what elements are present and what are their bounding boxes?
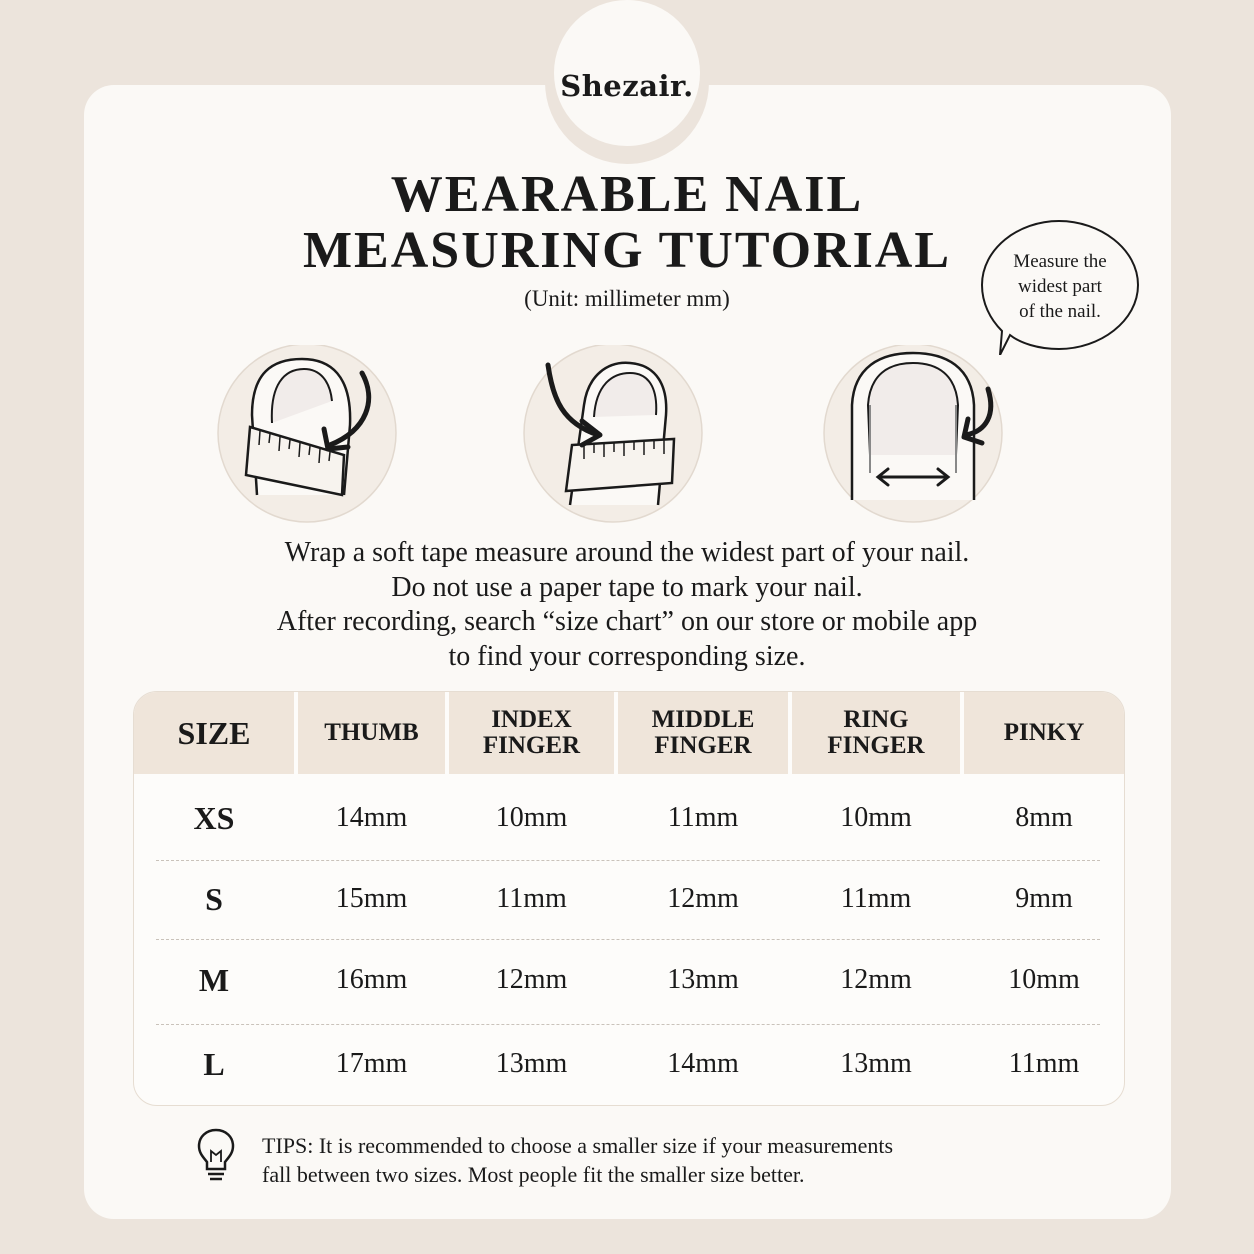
title-line-2: MEASURING TUTORIAL [302,222,952,279]
value-cell: 11mm [667,802,739,833]
value-cell: 14mm [667,1048,739,1079]
header-middle: MIDDLE FINGER [618,692,788,774]
nail-width-illustration [818,345,1008,525]
value-cell: 11mm [496,883,567,914]
table-header [134,692,1124,774]
value-cell: 10mm [840,802,912,833]
value-cell: 11mm [1008,1048,1080,1079]
brand-logo: Shezair. [560,69,694,103]
header-index: INDEX FINGER [449,692,614,774]
title-line-1: WEARABLE NAIL [390,166,864,223]
bubble-line: Measure the [1013,251,1107,272]
value-cell: 9mm [1015,883,1073,914]
finger-tape-illustration [518,345,708,525]
value-cell: 10mm [1008,964,1080,995]
bubble-text [990,249,1130,324]
header-size: SIZE [134,692,294,774]
value-cell: 10mm [495,802,568,833]
table-row [134,1024,1124,1104]
lightbulb-icon [196,1127,236,1185]
thumb-tape-illustration [212,345,402,525]
value-cell: 15mm [335,883,408,914]
size-cell: XS [193,799,235,836]
value-cell: 13mm [840,1048,912,1079]
header-thumb: THUMB [298,692,445,774]
bubble-line: widest part [1018,276,1102,297]
logo-inner [554,0,700,146]
value-cell: 11mm [840,883,912,914]
value-cell: 13mm [667,964,739,995]
size-chart-table [133,691,1125,1106]
size-cell: S [205,880,223,917]
value-cell: 13mm [495,1048,568,1079]
table-row [134,859,1124,939]
table-row [134,778,1124,858]
tips-text [262,1131,893,1189]
value-cell: 8mm [1015,802,1073,833]
instruction-line: Do not use a paper tape to mark your nail. [391,571,863,603]
tips-line: TIPS: It is recommended to choose a smaller size if your measurements [262,1133,894,1158]
value-cell: 12mm [667,883,739,914]
value-cell: 12mm [840,964,912,995]
instruction-line: to find your corresponding size. [448,640,806,672]
value-cell: 14mm [335,802,408,833]
header-ring: RING FINGER [792,692,960,774]
instruction-line: After recording, search “size chart” on our store or mobile app [276,606,978,637]
value-cell: 12mm [495,964,568,995]
instruction-line: Wrap a soft tape measure around the widest part of your nail. [284,537,970,568]
size-cell: M [198,961,230,998]
tips-line: fall between two sizes. Most people fit the smaller size better. [262,1162,805,1187]
size-cell: L [203,1045,225,1082]
table-row [134,940,1124,1020]
value-cell: 17mm [335,1048,408,1079]
value-cell: 16mm [335,964,408,995]
header-pinky: PINKY [964,692,1124,774]
unit-note: (Unit: millimeter mm) [524,286,730,311]
bubble-line: of the nail. [1019,301,1101,322]
instructions [0,536,1254,674]
